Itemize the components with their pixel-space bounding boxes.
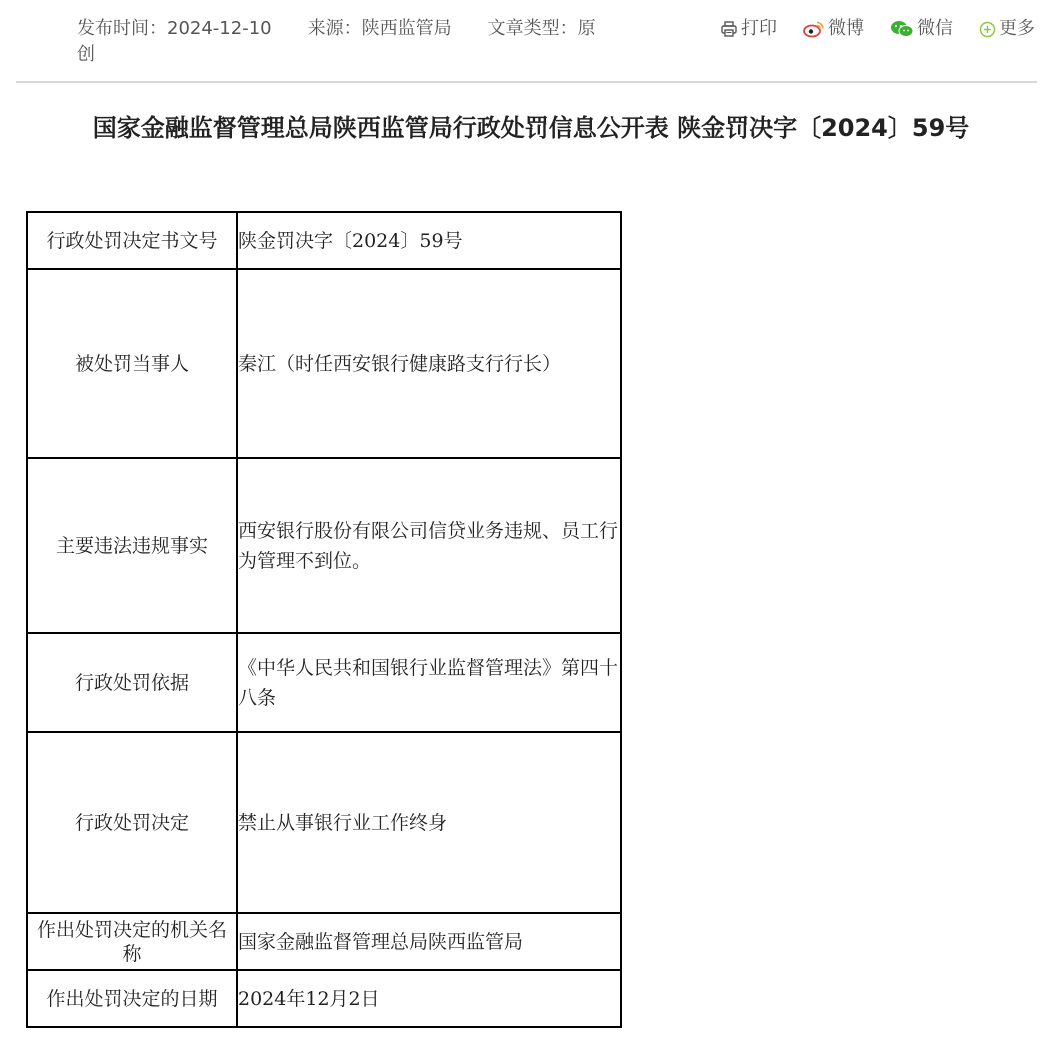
plus-circle-icon <box>979 21 996 38</box>
share-toolbar <box>720 16 1035 42</box>
table-row <box>27 212 621 269</box>
row-value-decision-date: 2024年12月2日 <box>237 970 621 1027</box>
row-label-decision-number: 行政处罚决定书文号 <box>27 212 237 269</box>
weibo-icon <box>803 20 825 38</box>
row-value-legal-basis: 《中华人民共和国银行业监督管理法》第四十八条 <box>237 633 621 732</box>
row-label-legal-basis: 行政处罚依据 <box>27 633 237 732</box>
more-label: 更多 <box>999 18 1035 39</box>
article-type: 文章类型：原 <box>487 18 596 39</box>
row-value-decision-number: 陕金罚决字〔2024〕59号 <box>237 212 621 269</box>
printer-icon <box>720 20 738 38</box>
row-value-penalty-decision: 禁止从事银行业工作终身 <box>237 732 621 913</box>
penalty-info-table <box>26 211 622 1028</box>
publish-time: 发布时间：2024-12-10 <box>77 18 272 39</box>
row-label-penalty-decision: 行政处罚决定 <box>27 732 237 913</box>
article-source: 来源：陕西监管局 <box>307 18 452 39</box>
row-label-violation-facts: 主要违法违规事实 <box>27 458 237 633</box>
wechat-icon <box>890 20 914 38</box>
more-share-button[interactable] <box>979 16 1035 42</box>
weibo-share-button[interactable] <box>803 16 864 42</box>
table-row <box>27 269 621 458</box>
table-row <box>27 458 621 633</box>
row-value-violation-facts: 西安银行股份有限公司信贷业务违规、员工行为管理不到位。 <box>237 458 621 633</box>
print-button[interactable] <box>720 16 777 42</box>
print-label: 打印 <box>741 18 777 39</box>
row-label-decision-date: 作出处罚决定的日期 <box>27 970 237 1027</box>
row-label-authority-name: 作出处罚决定的机关名称 <box>27 913 237 970</box>
row-value-authority-name: 国家金融监督管理总局陕西监管局 <box>237 913 621 970</box>
article-type-continued: 创 <box>77 44 95 65</box>
weibo-label: 微博 <box>828 18 864 39</box>
row-label-penalized-party: 被处罚当事人 <box>27 269 237 458</box>
table-row <box>27 732 621 913</box>
article-meta <box>77 16 617 68</box>
table-row <box>27 970 621 1027</box>
page-title: 国家金融监督管理总局陕西监管局行政处罚信息公开表 陕金罚决字〔2024〕59号 <box>92 114 970 142</box>
table-row <box>27 633 621 732</box>
table-row <box>27 913 621 970</box>
row-value-penalized-party: 秦江（时任西安银行健康路支行行长） <box>237 269 621 458</box>
wechat-share-button[interactable] <box>890 16 953 42</box>
article-meta-bar <box>16 0 1037 83</box>
wechat-label: 微信 <box>917 18 953 39</box>
